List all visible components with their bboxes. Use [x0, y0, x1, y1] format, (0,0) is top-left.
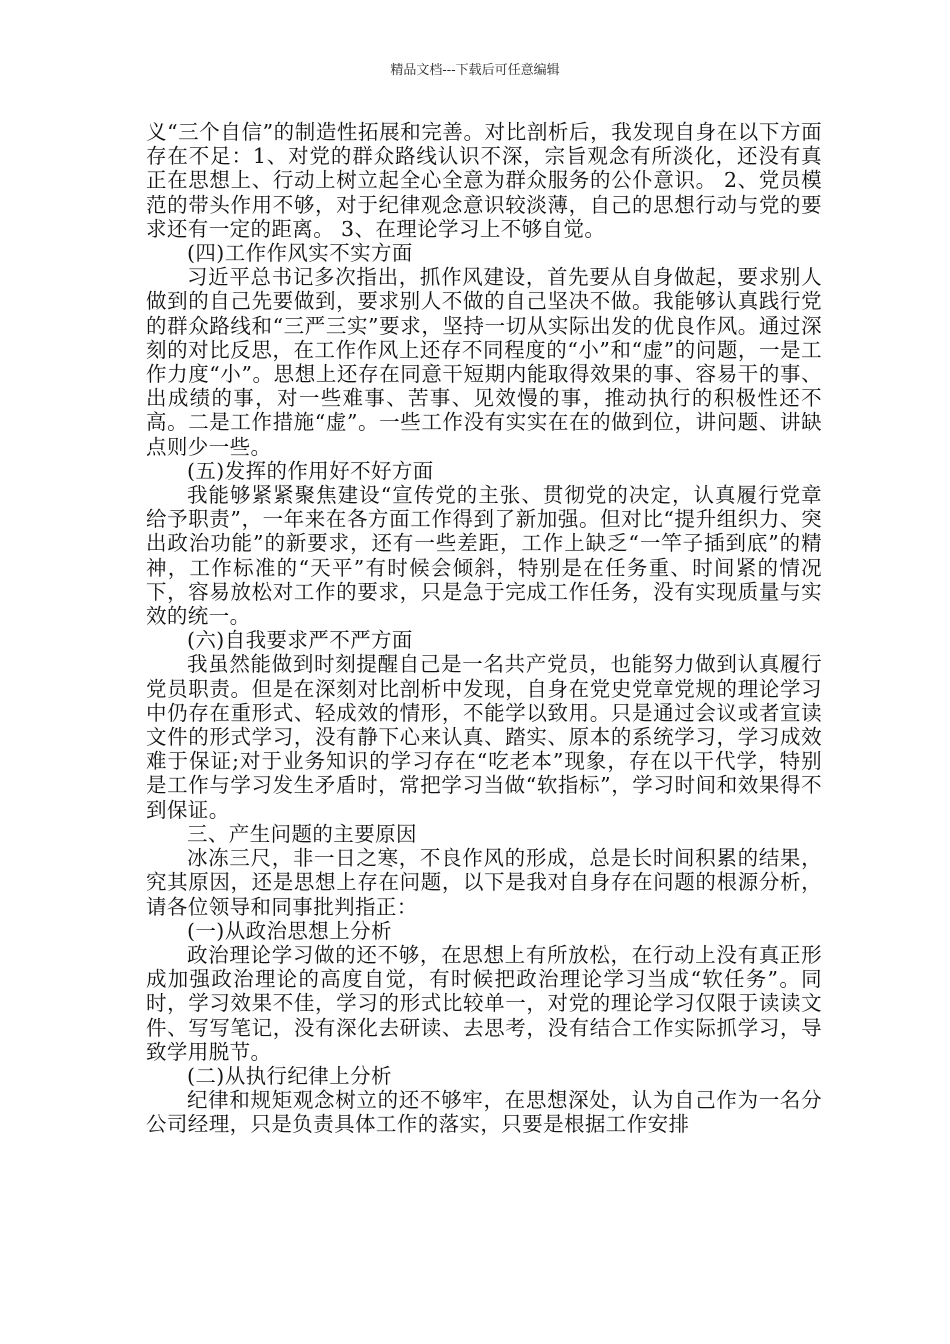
- section-heading: 三、产生问题的主要原因: [187, 821, 417, 846]
- paragraph: 习近平总书记多次指出，抓作风建设，首先要从自身做起，要求别人做到的自己先要做到，要求别人不做的自己坚决不做。我能够认真践行党的群众路线和“三严三实”要求，坚持一切从实际出发的优良作风。通过深刻的对比反思，在工作作风上还存不同程度的“小”和“虚”的问题，一是工作力度“小”。思想上还存在同意干短期内能取得效果的事、容易干的事、出成绩的事，对一些难事、苦事、见效慢的事，推动执行的积极性还不高。二是工作措施“虚”。一些工作没有实实在在的做到位，讲问题、讲缺点则少一些。: [146, 265, 822, 459]
- paragraph: 纪律和规矩观念树立的还不够牢，在思想深处，认为自己作为一名分公司经理，只是负责具体工作的落实，只要是根据工作安排: [146, 1088, 822, 1137]
- section-heading: (五)发挥的作用好不好方面: [187, 458, 434, 483]
- section-heading: (二)从执行纪律上分析: [187, 1063, 392, 1088]
- section-heading: (六)自我要求严不严方面: [187, 628, 413, 653]
- section-heading: (四)工作作风实不实方面: [187, 241, 413, 266]
- paragraph: 我虽然能做到时刻提醒自己是一名共产党员，也能努力做到认真履行党员职责。但是在深刻对比剖析中发现，自身在党史党章党规的理论学习中仍存在重形式、轻成效的情形，不能学以致用。只是通过会议或者宣读文件的形式学习，没有静下心来认真、踏实、原本的系统学习，学习成效难于保证;对于业务知识的学习存在“吃老本”现象，存在以干代学，特别是工作与学习发生矛盾时，常把学习当做“软指标”，学习时间和效果得不到保证。: [146, 652, 822, 822]
- document-body: [146, 120, 822, 1137]
- paragraph: 政治理论学习做的还不够，在思想上有所放松，在行动上没有真正形成加强政治理论的高度自觉，有时候把政治理论学习当成“软任务”。同时，学习效果不佳，学习的形式比较单一，对党的理论学习仅限于读读文件、写写笔记，没有深化去研读、去思考，没有结合工作实际抓学习，导致学用脱节。: [146, 942, 822, 1064]
- paragraph: 义“三个自信”的制造性拓展和完善。对比剖析后，我发现自身在以下方面存在不足：1、对党的群众路线认识不深，宗旨观念有所淡化，还没有真正在思想上、行动上树立起全心全意为群众服务的公仆意识。 2、党员模范的带头作用不够，对于纪律观念意识较淡薄，自己的思想行动与党的要求还有一定的距离。 3、在理论学习上不够自觉。: [146, 120, 822, 241]
- paragraph: 冰冻三尺，非一日之寒，不良作风的形成，总是长时间积累的结果，究其原因，还是思想上存在问题，以下是我对自身存在问题的根源分析，请各位领导和同事批判指正：: [146, 846, 822, 919]
- page-header: 精品文档---下载后可任意编辑: [390, 63, 560, 78]
- paragraph: 我能够紧紧聚焦建设“宣传党的主张、贯彻党的决定，认真履行党章给予职责”，一年来在各方面工作得到了新加强。但对比“提升组织力、突出政治功能”的新要求，还有一些差距，工作上缺乏“一竿子插到底”的精神，工作标准的“天平”有时候会倾斜，特别是在任务重、时间紧的情况下，容易放松对工作的要求，只是急于完成工作任务，没有实现质量与实效的统一。: [146, 483, 822, 629]
- section-heading: (一)从政治思想上分析: [187, 918, 392, 943]
